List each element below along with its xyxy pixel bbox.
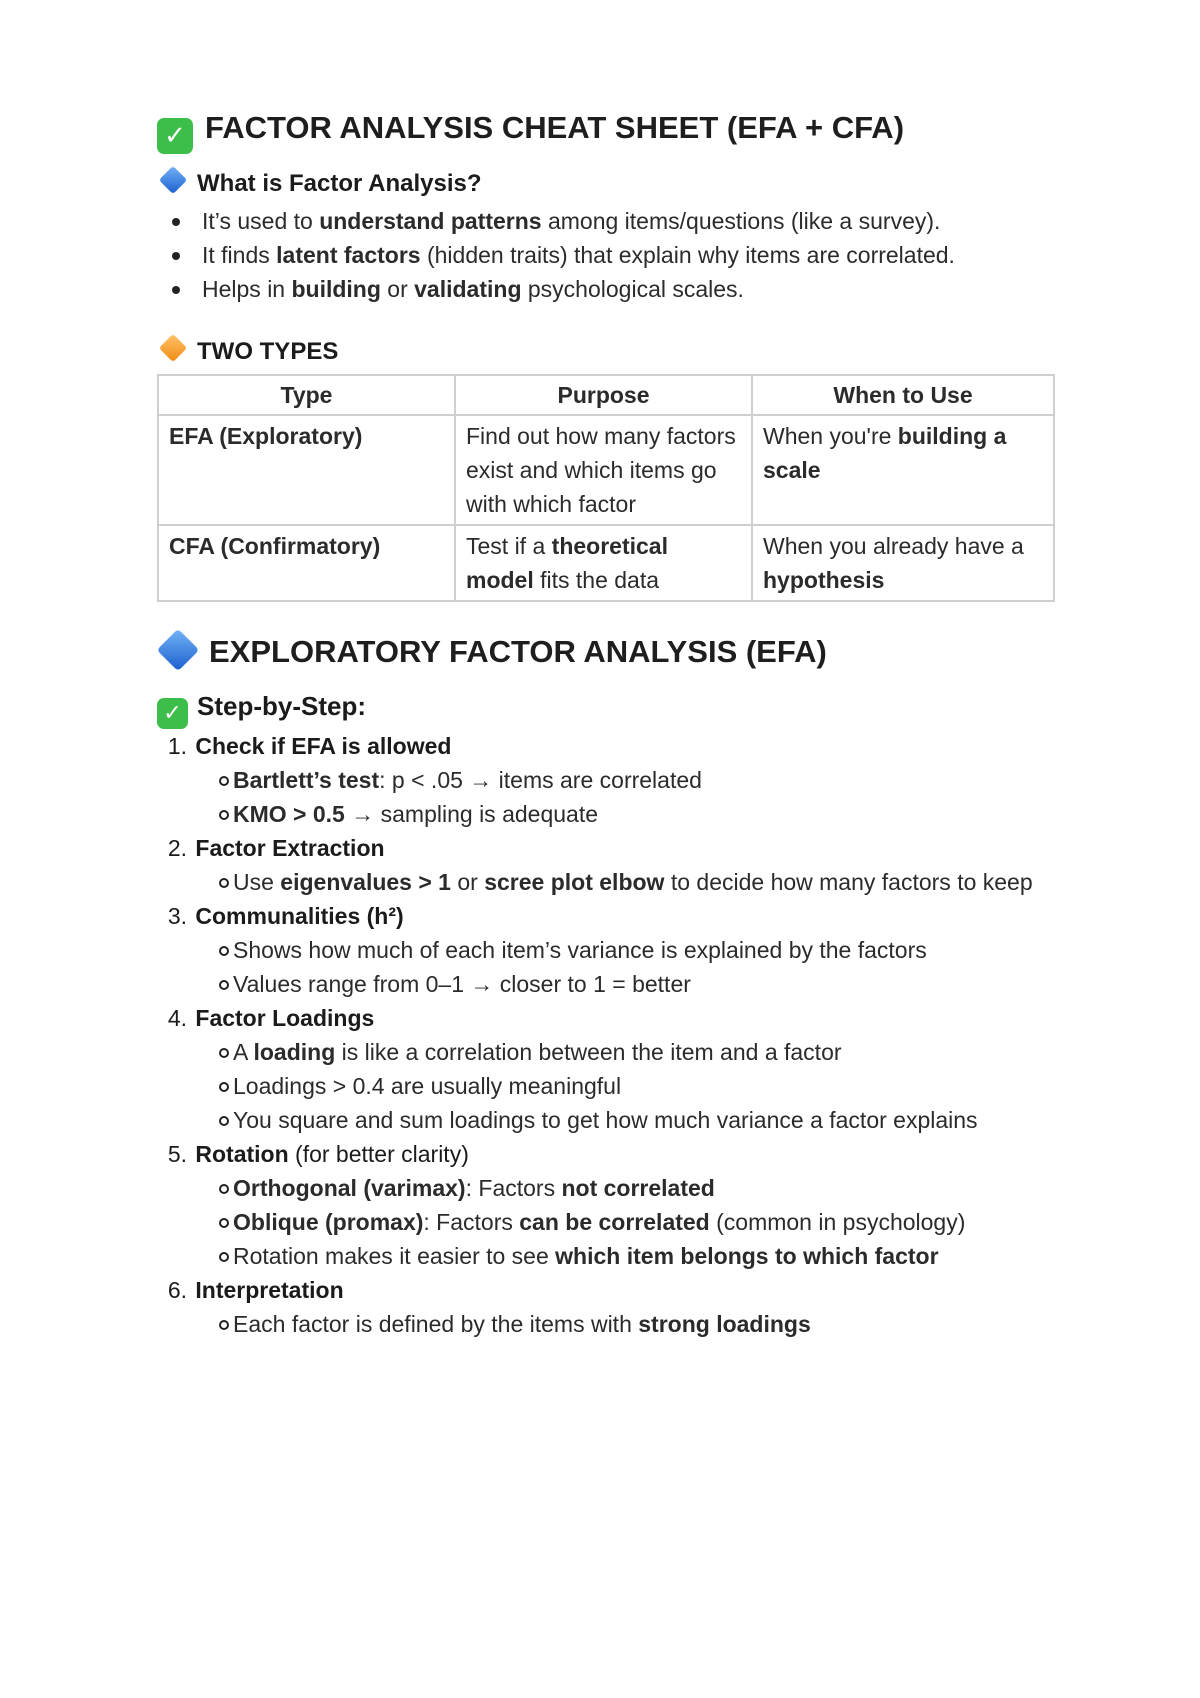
what-list <box>157 204 1057 306</box>
white-check-mark-icon: ✓ <box>157 698 188 729</box>
sub-item: Shows how much of each item’s variance is explained by the factors <box>157 933 1057 967</box>
table-cell: CFA (Confirmatory) <box>158 525 455 601</box>
section-heading-what: What is Factor Analysis? <box>157 164 1057 204</box>
sub-item: Each factor is defined by the items with strong loadings <box>157 1307 1057 1341</box>
table-cell: When you already have a hypothesis <box>752 525 1054 601</box>
column-header: Purpose <box>455 375 752 415</box>
table-cell: When you're building a scale <box>752 415 1054 525</box>
table-cell: Test if a theoretical model fits the data <box>455 525 752 601</box>
list-item: Helps in building or validating psychological scales. <box>157 272 1057 306</box>
sub-item: Orthogonal (varimax): Factors not correlated <box>157 1171 1057 1205</box>
list-item: It finds latent factors (hidden traits) that explain why items are correlated. <box>157 238 1057 272</box>
page-title: ✓ FACTOR ANALYSIS CHEAT SHEET (EFA + CFA) <box>157 100 1057 156</box>
blue-diamond-icon <box>159 166 187 194</box>
table-cell: EFA (Exploratory) <box>158 415 455 525</box>
sub-item: Values range from 0–1 → closer to 1 = better <box>157 967 1057 1001</box>
sub-item: A loading is like a correlation between the item and a factor <box>157 1035 1057 1069</box>
column-header: Type <box>158 375 455 415</box>
efa-heading: EXPLORATORY FACTOR ANALYSIS (EFA) <box>157 624 1057 680</box>
step-item: 2. Factor Extraction Use eigenvalues > 1 or scree plot elbow to decide how many factors to keep <box>157 831 1057 899</box>
orange-diamond-icon <box>159 334 187 362</box>
types-table <box>157 374 1055 602</box>
sub-item: KMO > 0.5 → sampling is adequate <box>157 797 1057 831</box>
section-heading-types: TWO TYPES <box>157 332 1057 372</box>
steps-heading: ✓ Step-by-Step: <box>157 686 1057 729</box>
sub-item: Bartlett’s test: p < .05 → items are correlated <box>157 763 1057 797</box>
blue-diamond-icon <box>157 629 199 671</box>
list-item: It’s used to understand patterns among items/questions (like a survey). <box>157 204 1057 238</box>
table-header-row <box>158 375 1054 415</box>
document-page <box>157 100 1057 1341</box>
table-row <box>158 525 1054 601</box>
white-check-mark-icon: ✓ <box>157 118 193 154</box>
step-item: 5. Rotation (for better clarity) Orthogonal (varimax): Factors not correlated Oblique (promax): Factors can be correlated (common in psychology) Rotation makes it easier to see which item belongs to which factor <box>157 1137 1057 1273</box>
column-header: When to Use <box>752 375 1054 415</box>
sub-item: Use eigenvalues > 1 or scree plot elbow to decide how many factors to keep <box>157 865 1057 899</box>
table-row <box>158 415 1054 525</box>
sub-item: Loadings > 0.4 are usually meaningful <box>157 1069 1057 1103</box>
sub-item: Rotation makes it easier to see which item belongs to which factor <box>157 1239 1057 1273</box>
step-item: 4. Factor Loadings A loading is like a correlation between the item and a factor Loadings > 0.4 are usually meaningful You square and sum loadings to get how much variance a factor explains <box>157 1001 1057 1137</box>
step-item: 6. Interpretation Each factor is defined by the items with strong loadings <box>157 1273 1057 1341</box>
sub-item: You square and sum loadings to get how much variance a factor explains <box>157 1103 1057 1137</box>
step-item: 3. Communalities (h²) Shows how much of each item’s variance is explained by the factors Values range from 0–1 → closer to 1 = better <box>157 899 1057 1001</box>
table-cell: Find out how many factors exist and which items go with which factor <box>455 415 752 525</box>
steps-list <box>157 729 1057 1341</box>
step-item: 1. Check if EFA is allowed Bartlett’s test: p < .05 → items are correlated KMO > 0.5 → sampling is adequate <box>157 729 1057 831</box>
sub-item: Oblique (promax): Factors can be correlated (common in psychology) <box>157 1205 1057 1239</box>
